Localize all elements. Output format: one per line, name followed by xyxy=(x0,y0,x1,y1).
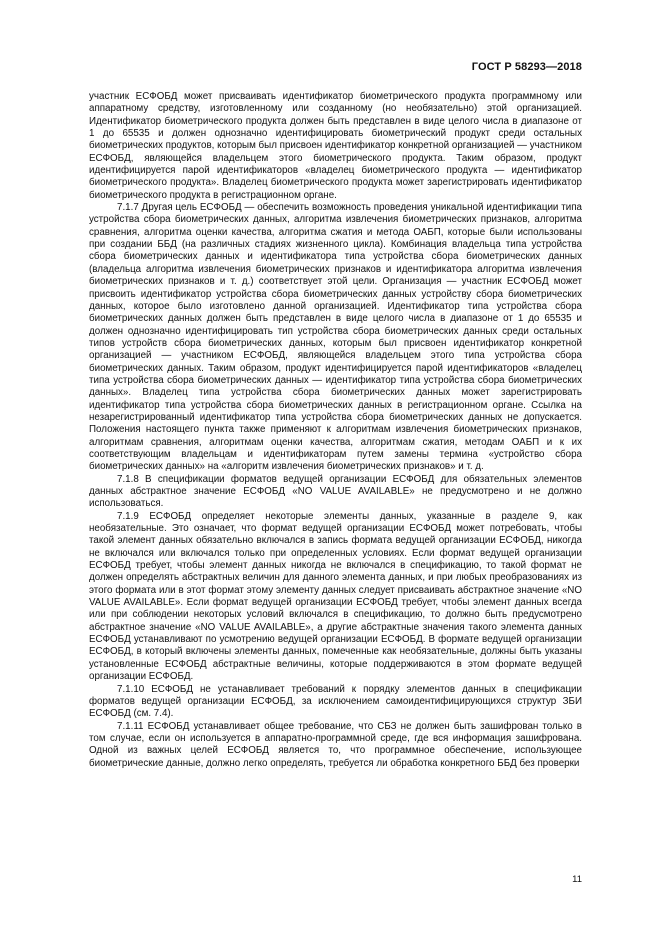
paragraph-7-1-7: 7.1.7 Другая цель ЕСФОБД — обеспечить возможность проведения уникальной идентификации типа устройства сбора биометрических данных, алгоритма извлечения биометрических признаков, алгоритма сравнения, алгоритма оценки качества, алгоритма сжатия и метода ОАБП, которые были использованы при создании ББД (на различных стадиях жизненного цикла). Комбинация владельца типа устройства сбора биометрических данных и идентификатора типа устройства сбора биометрических данных (владельца алгоритма извлечения биометрических признаков и идентификатора алгоритма извлечения биометрических признаков и т. д.) соответствует этой цели. Организация — участник ЕСФОБД может присвоить идентификатор устройства сбора биометрических данных устройству сбора биометрических данных, которое было изготовлено данной организацией. Идентификатор типа устройства сбора биометрических данных должен быть представлен в виде целого числа в диапазоне от 1 до 65535 и должен однозначно идентифицировать тип устройства сбора биометрических данных среди остальных типов устройств сбора биометрических данных, которым был присвоен идентификатор конкретной организацией — участником ЕСФОБД, являющейся владельцем этого типа устройства сбора биометрических данных. Таким образом, продукт идентифицируется парой идентификаторов «владелец типа устройства сбора биометрических данных — идентификатор типа устройства сбора биометрических данных». Владелец типа устройства сбора биометрических данных может зарегистрировать идентификатор типа устройства сбора биометрических данных в регистрационном органе. Ссылка на незарегистрированный идентификатор типа устройства сбора биометрических данных не допускается. Положения настоящего пункта также применяют к алгоритмам извлечения биометрических признаков, алгоритмам сравнения, алгоритмам оценки качества, алгоритмам сжатия, методам ОАБП и к их соответствующим владельцам и идентификаторам путем замены термина «устройство сбора биометрических данных» на «алгоритм извлечения биометрических признаков» и т. д. xyxy=(89,202,582,473)
page-number: 11 xyxy=(572,874,582,885)
paragraph-7-1-8: 7.1.8 В спецификации форматов ведущей организации ЕСФОБД для обязательных элементов данных абстрактное значение ЕСФОБД «NO VALUE AVAILABLE» не предусмотрено и не должно использоваться. xyxy=(89,473,582,510)
paragraph-7-1-10: 7.1.10 ЕСФОБД не устанавливает требований к порядку элементов данных в спецификации форматов ведущей организации ЕСФОБД, за исключением самоидентифицирующихся структур ЗБИ ЕСФОБД (см. 7.4). xyxy=(89,683,582,720)
paragraph-7-1-9: 7.1.9 ЕСФОБД определяет некоторые элементы данных, указанные в разделе 9, как необязательные. Это означает, что формат ведущей организации ЕСФОБД может потребовать, чтобы такой элемент данных обязательно включался в запись формата ведущей организации ЕСФОБД, никогда не включался или включался только при определенных условиях. Если формат ведущей организации ЕСФОБД требует, чтобы элемент данных никогда не включался в спецификацию, то такой формат не должен определять абстрактных величин для данного элемента данных, и при любых преобразованиях из этого формата или в этот формат этому элементу данных следует присваивать абстрактное значение «NO VALUE AVAILABLE». Если формат ведущей организации ЕСФОБД требует, чтобы элемент данных всегда или при соблюдении некоторых условий включался в спецификацию, то должно быть предусмотрено абстрактное значение «NO VALUE AVAILABLE», а другие абстрактные значения такого элемента данных ЕСФОБД устанавливают по усмотрению ведущей организации ЕСФОБД. В формате ведущей организации ЕСФОБД, в который включены элементы данных, помеченные как необязательные, должны быть указаны установленные ЕСФОБД абстрактные величины, которые поддерживаются в этом формате ведущей организации ЕСФОБД. xyxy=(89,510,582,683)
document-body xyxy=(89,91,582,770)
paragraph-7-1-11: 7.1.11 ЕСФОБД устанавливает общее требование, что СБЗ не должен быть зашифрован только в том случае, если он используется в аппаратно-программной среде, где вся информация зашифрована. Одной из важных целей ЕСФОБД является то, что программное обеспечение, использующее биометрические данные, должно легко определять, требуется ли обработка конкретного ББД без проверки xyxy=(89,720,582,769)
paragraph-continuation: участник ЕСФОБД может присваивать идентификатор биометрического продукта программному или аппаратному средству, изготовленному или созданному (но необязательно) этой организацией. Идентификатор биометрического продукта должен быть представлен в виде целого числа в диапазоне от 1 до 65535 и должен однозначно идентифицировать биометрический продукт среди остальных биометрических продуктов, которым был присвоен идентификатор конкретной организацией — участником ЕСФОБД, являющейся владельцем этого биометрического продукта. Таким образом, продукт идентифицируется парой идентификаторов «владелец биометрического продукта — идентификатор биометрического продукта». Владелец биометрического продукта может зарегистрировать идентификатор биометрического продукта в регистрационном органе. xyxy=(89,91,582,201)
page-header-standard: ГОСТ Р 58293—2018 xyxy=(471,61,582,73)
